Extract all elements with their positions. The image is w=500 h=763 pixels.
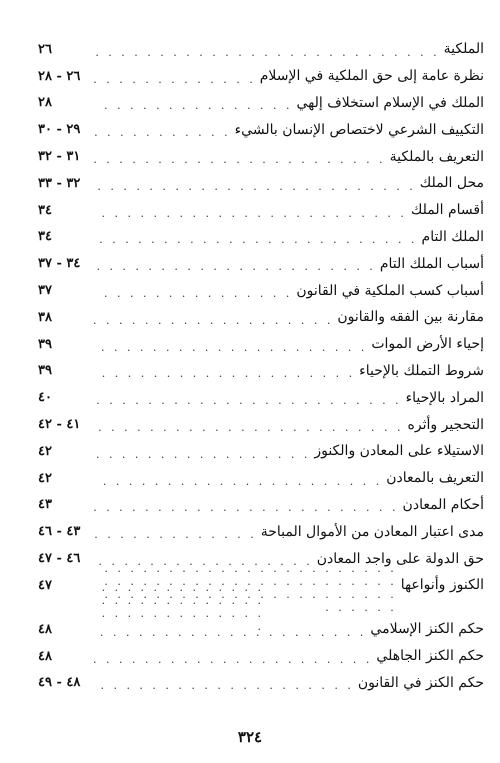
dot-leader	[94, 67, 256, 86]
toc-entry-page: ٤٦ - ٤٧	[38, 551, 81, 567]
dot-leader	[94, 442, 310, 461]
toc-entry-title: الملكية	[443, 41, 484, 58]
toc-entry	[36, 304, 484, 331]
toc-entry-title: مدى اعتبار المعادن من الأموال المباحة	[260, 523, 484, 540]
toc-entry	[36, 643, 484, 670]
dot-leader	[94, 308, 333, 327]
toc-entry-page: ٤٢	[38, 470, 52, 486]
toc-entry-title: نظرة عامة إلى حق الملكية في الإسلام	[259, 68, 484, 85]
toc-entry-page: ٢٩ - ٣٠	[38, 122, 81, 138]
toc-entry-page: ٢٨	[38, 95, 52, 111]
toc-entry-title: التكييف الشرعي لاختصاص الإنسان بالشيء	[234, 121, 484, 138]
toc-entry	[36, 90, 484, 117]
toc-entry-page: ٤٨	[38, 648, 52, 664]
toc-entry-title: الملك التام	[421, 228, 484, 245]
dot-leader	[94, 388, 402, 407]
toc-entry	[36, 170, 484, 197]
toc-entry-page: ٤٠	[38, 390, 52, 406]
toc-entry	[36, 224, 484, 251]
toc-entry-page: ٣٤	[38, 202, 52, 218]
toc-entry	[36, 36, 484, 63]
dot-leader	[94, 335, 367, 354]
toc-entry-page: ٢٦ - ٢٨	[38, 68, 81, 84]
dot-leader	[94, 620, 366, 639]
toc-entry-page: ٣١ - ٣٢	[38, 149, 81, 165]
dot-leader	[94, 201, 407, 220]
toc-entry	[36, 384, 484, 411]
toc-entry	[36, 572, 484, 616]
dot-leader	[94, 469, 382, 488]
dot-leader	[94, 647, 372, 666]
toc-entry-title: مقارنة بين الفقه والقانون	[337, 309, 484, 326]
toc-entry-title: التحجير وأثره	[407, 416, 484, 433]
dot-leader	[94, 673, 354, 692]
toc-entry-page: ٤٢	[38, 443, 52, 459]
toc-entry-page: ٤٣	[38, 497, 52, 513]
toc-entry-page: ٣٤ - ٣٧	[38, 256, 81, 272]
toc-entry-page: ٣٨	[38, 309, 52, 325]
toc-entry-title: محل الملك	[419, 175, 484, 192]
toc-entry-title: إحياء الأرض الموات	[371, 336, 484, 353]
toc-entry	[36, 63, 484, 90]
toc-entry	[36, 518, 484, 545]
toc-entry-page: ٣٤	[38, 229, 52, 245]
dot-leader	[94, 147, 386, 166]
toc-entry	[36, 277, 484, 304]
dot-leader	[94, 361, 355, 380]
toc-entry	[36, 411, 484, 438]
toc-entry	[36, 492, 484, 519]
toc-entry-title: حق الدولة على واجد المعادن	[316, 550, 484, 567]
toc-entry-title: حكم الكنز في القانون	[357, 674, 484, 691]
dot-leader	[94, 254, 376, 273]
toc-entry	[36, 670, 484, 697]
toc-entry-title: أسباب الملك التام	[379, 255, 484, 272]
toc-entry-title: الكنوز وأنواعها	[400, 577, 484, 594]
dot-leader	[94, 227, 418, 246]
toc-entry	[36, 331, 484, 358]
toc-entry	[36, 438, 484, 465]
toc-entry-title: أسباب كسب الملكية في القانون	[296, 282, 484, 299]
dot-leader	[94, 93, 293, 112]
toc-entry	[36, 250, 484, 277]
toc-entry-page: ٣٧	[38, 283, 52, 299]
toc-entry-title: التعريف بالمعادن	[386, 470, 484, 487]
toc-entry-page: ٢٦	[38, 41, 52, 57]
toc-entry-title: حكم الكنز الإسلامي	[370, 621, 484, 638]
toc-entry-page: ٣٩	[38, 363, 52, 379]
toc-entry-title: المراد بالإحياء	[405, 389, 484, 406]
page-number: ٣٢٤	[237, 728, 263, 746]
dot-leader	[94, 522, 257, 541]
dot-leader	[94, 495, 399, 514]
toc-entry-page: ٣٩	[38, 336, 52, 352]
toc-entry-page: ٤١ - ٤٢	[38, 417, 81, 433]
dot-leader	[94, 281, 292, 300]
toc-entry-title: أقسام الملك	[410, 202, 484, 219]
toc-entry-page: ٣٢ - ٣٣	[38, 175, 81, 191]
dot-leader	[94, 120, 231, 139]
toc-entry	[36, 143, 484, 170]
toc-entry-page: ٤٨ - ٤٩	[38, 675, 81, 691]
table-of-contents	[36, 36, 484, 696]
dot-leader	[94, 415, 404, 434]
toc-entry	[36, 197, 484, 224]
toc-entry-title: شروط التملك بالإحياء	[359, 362, 484, 379]
toc-entry-title: أحكام المعادن	[402, 496, 484, 513]
toc-entry	[36, 358, 484, 385]
toc-entry-title: حكم الكنز الجاهلي	[376, 648, 484, 665]
toc-entry-page: ٤٨	[38, 621, 52, 637]
toc-entry	[36, 116, 484, 143]
toc-entry-page: ٤٣ - ٤٦	[38, 524, 81, 540]
toc-entry-title: الاستيلاء على المعادن والكنوز	[314, 443, 484, 460]
dot-leader	[94, 40, 440, 59]
toc-entry-title: التعريف بالملكية	[389, 148, 484, 165]
toc-entry	[36, 616, 484, 643]
dot-leader	[94, 174, 416, 193]
toc-entry-title: الملك في الإسلام استخلاف إلهي	[296, 94, 484, 111]
toc-entry-page: ٤٧	[38, 577, 52, 593]
toc-entry	[36, 465, 484, 492]
